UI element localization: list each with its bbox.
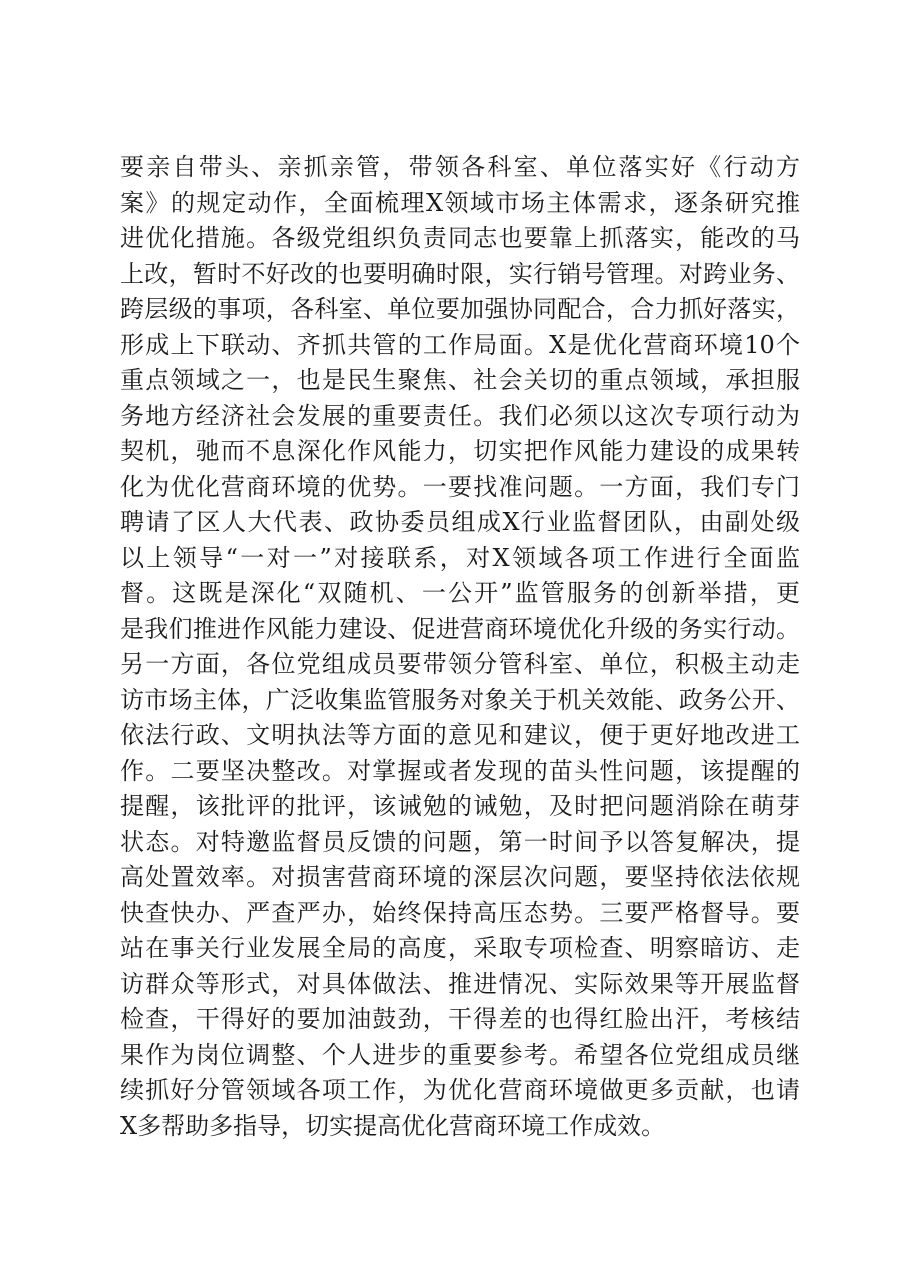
text-line: 高处置效率。对损害营商环境的深层次问题，要坚持依法依规 bbox=[120, 863, 800, 891]
text-line: 形成上下联动、齐抓共管的工作局面。X是优化营商环境10个 bbox=[120, 330, 800, 359]
text-line: 果作为岗位调整、个人进步的重要参考。希望各位党组成员继 bbox=[120, 1040, 800, 1069]
text-line: 访市场主体，广泛收集监管服务对象关于机关效能、政务公开、 bbox=[120, 685, 800, 714]
text-line: 是我们推进作风能力建设、促进营商环境优化升级的务实行动。 bbox=[120, 614, 800, 643]
body-paragraph bbox=[120, 150, 800, 1144]
text-line: 续抓好分管领域各项工作，为优化营商环境做更多贡献，也请 bbox=[120, 1076, 800, 1104]
text-line: 案》的规定动作，全面梳理X领域市场主体需求，逐条研究推 bbox=[120, 188, 800, 217]
text-line: 作。二要坚决整改。对掌握或者发现的苗头性问题，该提醒的 bbox=[120, 756, 800, 785]
text-line: 提醒，该批评的批评，该诫勉的诫勉，及时把问题消除在萌芽 bbox=[120, 792, 800, 820]
text-line: 跨层级的事项，各科室、单位要加强协同配合，合力抓好落实， bbox=[120, 295, 800, 323]
text-line: 站在事关行业发展全局的高度，采取专项检查、明察暗访、走 bbox=[120, 934, 800, 962]
text-line: 以上领导“一对一”对接联系，对X领域各项工作进行全面监 bbox=[120, 543, 800, 572]
text-line: 重点领域之一，也是民生聚焦、社会关切的重点领域，承担服 bbox=[120, 366, 800, 394]
text-line: 务地方经济社会发展的重要责任。我们必须以这次专项行动为 bbox=[120, 401, 800, 430]
text-line: 访群众等形式，对具体做法、推进情况、实际效果等开展监督 bbox=[120, 969, 800, 998]
text-line: 依法行政、文明执法等方面的意见和建议，便于更好地改进工 bbox=[120, 721, 800, 749]
text-line: 契机，驰而不息深化作风能力，切实把作风能力建设的成果转 bbox=[120, 437, 800, 465]
text-line: 状态。对特邀监督员反馈的问题，第一时间予以答复解决，提 bbox=[120, 827, 800, 856]
text-line: 要亲自带头、亲抓亲管，带领各科室、单位落实好《行动方 bbox=[120, 153, 800, 181]
text-line: 检查，干得好的要加油鼓劲，干得差的也得红脸出汗，考核结 bbox=[120, 1005, 800, 1033]
text-line: 快查快办、严查严办，始终保持高压态势。三要严格督导。要 bbox=[120, 898, 800, 927]
text-line: 上改，暂时不好改的也要明确时限，实行销号管理。对跨业务、 bbox=[120, 259, 800, 288]
text-line: 督。这既是深化“双随机、一公开”监管服务的创新举措，更 bbox=[120, 579, 800, 607]
text-line: 进优化措施。各级党组织负责同志也要靠上抓落实，能改的马 bbox=[120, 224, 800, 252]
text-line: X多帮助多指导，切实提高优化营商环境工作成效。 bbox=[120, 1111, 666, 1140]
text-line: 化为优化营商环境的优势。一要找准问题。一方面，我们专门 bbox=[120, 472, 800, 501]
text-line: 聘请了区人大代表、政协委员组成X行业监督团队，由副处级 bbox=[120, 508, 800, 536]
text-line: 另一方面，各位党组成员要带领分管科室、单位，积极主动走 bbox=[120, 650, 800, 678]
